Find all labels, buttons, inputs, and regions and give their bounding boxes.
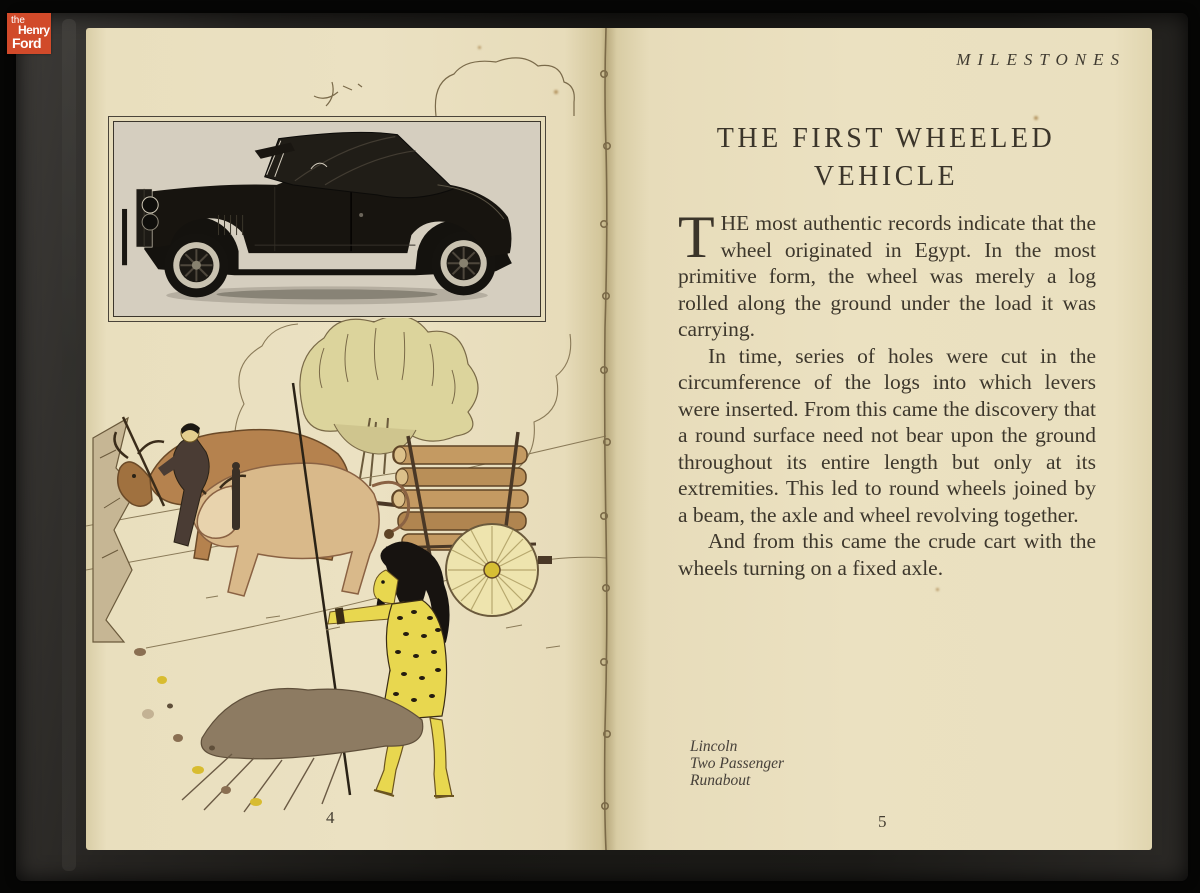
body-text [678,204,1096,581]
rock-cliff [93,418,136,642]
caption-line1: Lincoln [690,738,738,755]
left-page-number: 4 [326,808,335,827]
bird-scribble [314,82,362,106]
paragraph-3: And from this came the crude cart with the wheels turning on a fixed axle. [678,529,1096,580]
paragraph-2: In time, series of holes were cut in the circumference of the logs into which levers were inserted. From this came the discovery that a round surface need not bear upon the ground throughout its entire length but only at its extremities. This led to round wheels joined by a beam, the axle and wheel revolving together. [678,343,1096,527]
yoke-pole [232,468,240,530]
car-headlight-icon [142,197,158,213]
spearman-rear-leg [430,718,452,798]
cloud-outline [435,58,574,116]
chapter-title-line2: VEHICLE [813,161,959,192]
right-page-number: 5 [878,812,887,831]
paragraph-1 [678,204,1096,343]
foxing-spot [478,46,481,49]
car-photo-frame [108,116,546,322]
dropcap: T [678,204,715,270]
open-pages [86,28,1152,850]
foxing-spot [936,588,939,591]
car-front-wheel [164,233,228,297]
chapter-title [666,120,1106,196]
spine-stitching [596,28,618,850]
axle-peg [538,556,552,564]
car-front-bumper [122,209,127,265]
car-photo [113,121,541,317]
henry-ford-logo [7,13,51,54]
caption-line3: Runabout [690,772,751,789]
car-door-handle [359,213,363,217]
ox-near [190,462,409,596]
oxcart-illustration [86,318,608,814]
paragraph-1-text: HE most authentic records indicate that the wheel originated in Egypt. In the most primitive form, the wheel was merely a log rolled along the ground under the load it was carrying. [678,211,1096,341]
foxing-spot [1034,116,1038,120]
logo-ford: Ford [12,35,42,51]
caption-line2: Two Passenger [690,755,785,772]
foxing-spot [554,90,558,94]
sketch-clouds-and-scribble [186,56,616,116]
chapter-title-line1: THE FIRST WHEELED [716,123,1056,154]
logo-henry: Henry [18,23,50,37]
photo-caption [690,738,784,789]
right-page [606,28,1152,850]
disc-wheel [446,524,538,616]
car-headlight-icon [142,214,158,230]
lincoln-runabout-illustration [114,122,540,316]
logo-the: the [11,15,25,26]
running-header: MILESTONES [956,50,1126,69]
left-page [86,28,606,850]
cover-spine-edge [62,19,76,871]
